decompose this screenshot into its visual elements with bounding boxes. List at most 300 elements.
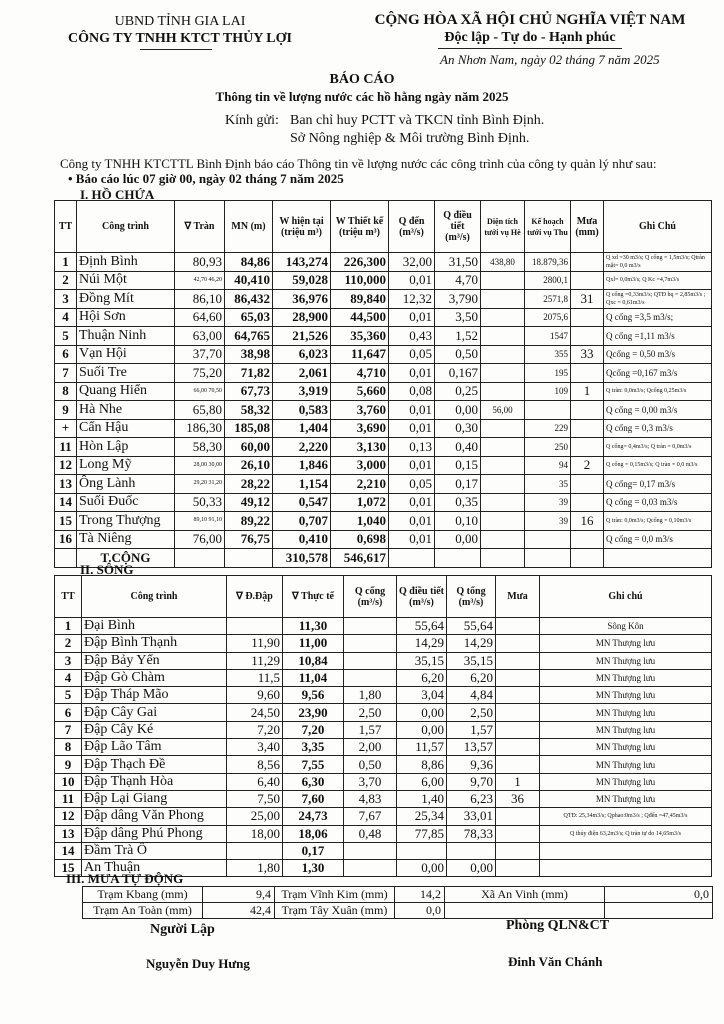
q-reg-cell: 0,17 [435,475,481,494]
w-design-cell: 226,300 [331,253,389,272]
q-reg-cell: 3,04 [397,687,447,704]
rain-row [83,903,713,919]
actual-level-cell: 24,73 [283,808,344,825]
station-name-cell: Trạm Tây Xuân (mm) [275,903,395,919]
w-now-cell: 36,976 [273,290,331,309]
name-cell: Thuận Ninh [77,327,175,346]
station-value-cell [605,903,713,919]
name-cell: Đập Bình Thạnh [82,635,227,652]
note-cell: Q cống = 0,15m3/s; Q tràn = 0,0 m3/s [604,456,712,475]
station-name-cell: Trạm Kbang (mm) [83,887,203,903]
note-cell: MN Thượng lưu [540,773,712,790]
note-cell [540,842,712,859]
tt-cell: 3 [55,290,77,309]
area-summer-cell [481,475,525,494]
q-sluice-cell: 2,00 [344,739,397,756]
q-in-cell: 0,01 [389,493,435,512]
q-reg-cell [397,842,447,859]
rain-cell: 36 [496,790,540,807]
river-header-row [55,576,712,618]
station-value-cell: 14,2 [395,887,445,903]
note-cell: QTĐ: 25,34m3/s; Qphao:0m3/s ; Qđến =47,45m3/s [540,808,712,825]
river-row [55,773,712,790]
area-summer-cell [481,419,525,438]
plan-autumn-cell: 195 [525,364,571,383]
q-in-cell: 0,01 [389,271,435,290]
dam-level-cell: 18,00 [227,825,283,842]
water-level-cell: 26,10 [225,456,273,475]
station-value-cell: 9,4 [203,887,275,903]
tt-cell: 14 [55,493,77,512]
reservoir-row [55,364,712,383]
tt-cell: 15 [55,860,82,877]
name-cell: Đập Lại Giang [82,790,227,807]
q-total-cell: 2,50 [447,704,496,721]
actual-level-cell: 3,35 [283,739,344,756]
q-reg-cell: 0,00 [435,401,481,420]
q-reg-cell: 6,00 [397,773,447,790]
note-cell: MN Thượng lưu [540,790,712,807]
dam-level-cell: 3,40 [227,739,283,756]
name-cell: Tà Niêng [77,530,175,549]
q-reg-cell: 77,85 [397,825,447,842]
q-total-cell: 13,57 [447,739,496,756]
name-cell: Đập dâng Văn Phong [82,808,227,825]
q-reg-cell: 0,10 [435,512,481,531]
dam-level-cell: 7,50 [227,790,283,807]
rain-cell: 33 [571,345,604,364]
water-level-cell: 65,03 [225,308,273,327]
w-design-cell: 89,840 [331,290,389,309]
water-level-cell: 86,432 [225,290,273,309]
rain-cell [496,618,540,635]
dam-level-cell: 11,5 [227,669,283,686]
q-reg-cell: 4,70 [435,271,481,290]
w-design-cell: 35,360 [331,327,389,346]
note-cell: Q cống= 0,4m3/s; Q tràn = 0,0m3/s [604,438,712,457]
q-in-cell: 0,01 [389,456,435,475]
area-summer-cell [481,290,525,309]
q-sluice-cell: 3,70 [344,773,397,790]
dam-level-cell: 11,90 [227,635,283,652]
q-total-cell: 1,57 [447,721,496,738]
q-total-cell: 35,15 [447,652,496,669]
note-cell: Q tràn: 0,0m3/s; Qcống 0,25m3/s [604,382,712,401]
dam-level-cell: 25,00 [227,808,283,825]
q-sluice-cell [344,860,397,877]
station-name-cell: Trạm An Toàn (mm) [83,903,203,919]
q-in-cell: 0,01 [389,308,435,327]
tt-cell: 14 [55,842,82,859]
w-now-cell: 0,547 [273,493,331,512]
recipient-1: Ban chỉ huy PCTT và TKCN tỉnh Bình Định. [290,113,545,128]
q-in-cell: 0,43 [389,327,435,346]
plan-autumn-cell: 2800,1 [525,271,571,290]
w-design-cell: 5,660 [331,382,389,401]
note-cell: Q cống =0,33m3/s; QTĐ hq = 2,85m3/s ; Qxc = 0,61m3/s [604,290,712,309]
q-total-cell: 0,00 [447,860,496,877]
actual-level-cell: 11,00 [283,635,344,652]
q-in-cell: 0,01 [389,419,435,438]
note-cell: Q cống = 0,03 m3/s [604,493,712,512]
w-design-cell: 11,647 [331,345,389,364]
reservoir-row [55,401,712,420]
spillway-cell: 64,60 [175,308,225,327]
tt-cell: 9 [55,401,77,420]
plan-autumn-cell: 94 [525,456,571,475]
river-row [55,618,712,635]
station-name-cell: Xã An Vinh (mm) [445,887,605,903]
name-cell: An Thuận [82,860,227,877]
plan-autumn-cell: 109 [525,382,571,401]
report-time: • Báo cáo lúc 07 giờ 00, ngày 02 tháng 7 năm 2025 [68,171,344,186]
w-now-cell: 0,583 [273,401,331,420]
col2-dam-level: ∇ Đ.Đập [227,576,283,618]
tt-cell: 12 [55,456,77,475]
q-sluice-cell: 7,67 [344,808,397,825]
actual-level-cell: 6,30 [283,773,344,790]
col2-tt: TT [55,576,82,618]
rain-cell [571,401,604,420]
w-design-cell: 3,690 [331,419,389,438]
signer-left-role: Người Lập [150,922,215,937]
area-summer-cell [481,271,525,290]
col2-rain: Mưa [496,576,540,618]
q-reg-cell: 0,50 [435,345,481,364]
river-row [55,808,712,825]
col2-actual: ∇ Thực tế [283,576,344,618]
actual-level-cell: 10,84 [283,652,344,669]
q-reg-cell: 3,50 [435,308,481,327]
note-cell: MN Thượng lưu [540,756,712,773]
rain-cell: 2 [571,456,604,475]
q-total-cell: 6,20 [447,669,496,686]
name-cell: Long Mỹ [77,456,175,475]
tt-cell: 8 [55,739,82,756]
signer-right-name: Đinh Văn Chánh [508,954,603,969]
q-sluice-cell: 2,50 [344,704,397,721]
col2-name: Công trình [82,576,227,618]
q-in-cell: 12,32 [389,290,435,309]
note-cell: Qxl= 0,0m3/s; Q Kc =4,7m3/s [604,271,712,290]
reservoir-row [55,327,712,346]
dam-level-cell [227,618,283,635]
tt-cell: 11 [55,438,77,457]
rain-cell [496,860,540,877]
water-level-cell: 64,765 [225,327,273,346]
q-total-cell: 6,23 [447,790,496,807]
water-level-cell: 40,410 [225,271,273,290]
area-summer-cell [481,530,525,549]
water-level-cell: 185,08 [225,419,273,438]
q-reg-cell: 0,00 [397,860,447,877]
plan-autumn-cell: 355 [525,345,571,364]
plan-autumn-cell [525,530,571,549]
section1-title: I. HỒ CHỨA [80,187,155,202]
header-nation: CỘNG HÒA XÃ HỘI CHỦ NGHĨA VIỆT NAM [374,12,686,28]
q-reg-cell: 0,00 [435,530,481,549]
area-summer-cell [481,327,525,346]
dam-level-cell: 11,29 [227,652,283,669]
w-now-cell: 2,061 [273,364,331,383]
w-now-cell: 0,410 [273,530,331,549]
dam-level-cell: 24,50 [227,704,283,721]
rain-cell [571,493,604,512]
station-value-cell: 0,0 [605,887,713,903]
tt-cell: 7 [55,721,82,738]
water-level-cell: 67,73 [225,382,273,401]
q-in-cell: 0,05 [389,345,435,364]
actual-level-cell: 18,06 [283,825,344,842]
col-water-level: MN (m) [225,201,273,253]
q-sluice-cell: 0,48 [344,825,397,842]
q-sluice-cell [344,652,397,669]
w-now-cell: 0,707 [273,512,331,531]
plan-autumn-cell: 2571,8 [525,290,571,309]
water-level-cell: 60,00 [225,438,273,457]
spillway-cell: 66,00 70,50 [175,382,225,401]
q-sluice-cell [344,618,397,635]
actual-level-cell: 7,20 [283,721,344,738]
actual-level-cell: 0,17 [283,842,344,859]
name-cell: Hội Sơn [77,308,175,327]
name-cell: Đập dâng Phú Phong [82,825,227,842]
w-design-cell: 4,710 [331,364,389,383]
q-reg-cell: 25,34 [397,808,447,825]
signer-left-name: Nguyễn Duy Hưng [146,956,250,971]
q-reg-cell: 0,15 [435,456,481,475]
note-cell: MN Thượng lưu [540,687,712,704]
q-reg-cell: 0,00 [397,704,447,721]
w-design-cell: 110,000 [331,271,389,290]
rain-cell [571,327,604,346]
water-level-cell: 84,86 [225,253,273,272]
spillway-cell: 186,30 [175,419,225,438]
spillway-cell: 76,00 [175,530,225,549]
q-in-cell: 0,01 [389,364,435,383]
area-summer-cell: 56,00 [481,401,525,420]
actual-level-cell: 11,04 [283,669,344,686]
actual-level-cell: 9,56 [283,687,344,704]
note-cell: Q cống= 0,17 m3/s [604,475,712,494]
note-cell: MN Thượng lưu [540,704,712,721]
spillway-cell: 89,10 91,10 [175,512,225,531]
dam-level-cell: 8,56 [227,756,283,773]
note-cell [540,860,712,877]
q-reg-cell: 1,52 [435,327,481,346]
name-cell: Đầm Trà Ổ [82,842,227,859]
water-level-cell: 89,22 [225,512,273,531]
station-value-cell: 0,0 [395,903,445,919]
note-cell: Qcống =0,167 m3/s [604,364,712,383]
header-left-rule [140,49,212,50]
name-cell: Đập Thạnh Hòa [82,773,227,790]
tt-cell: 9 [55,756,82,773]
report-title: BÁO CÁO [329,72,395,87]
name-cell: Đập Cây Gai [82,704,227,721]
tt-cell: 13 [55,475,77,494]
total-w-now: 310,578 [273,549,331,568]
spillway-cell: 42,70 46,20 [175,271,225,290]
note-cell: Q cống = 0,0 m3/s [604,530,712,549]
plan-autumn-cell [525,401,571,420]
name-cell: Đập Cây Ké [82,721,227,738]
name-cell: Trong Thượng [77,512,175,531]
w-now-cell: 3,919 [273,382,331,401]
section2-title: II. SÔNG [80,562,134,577]
q-reg-cell: 35,15 [397,652,447,669]
q-sluice-cell: 4,83 [344,790,397,807]
signer-right-role: Phòng QLN&CT [506,918,610,933]
river-row [55,756,712,773]
spillway-cell: 75,20 [175,364,225,383]
tt-cell: 1 [55,618,82,635]
date-line: An Nhơn Nam, ngày 02 tháng 7 năm 2025 [440,52,660,67]
river-table [54,575,712,877]
col2-note: Ghi chú [540,576,712,618]
w-now-cell: 1,154 [273,475,331,494]
rain-cell [496,842,540,859]
rain-table [82,886,713,919]
rain-cell [496,825,540,842]
q-sluice-cell [344,635,397,652]
q-sluice-cell: 1,80 [344,687,397,704]
rain-cell: 1 [496,773,540,790]
tt-cell: 3 [55,652,82,669]
tt-cell: 16 [55,530,77,549]
q-reg-cell: 0,35 [435,493,481,512]
note-cell: MN Thượng lưu [540,635,712,652]
water-level-cell: 58,32 [225,401,273,420]
col-note: Ghi Chú [604,201,712,253]
spillway-cell: 50,33 [175,493,225,512]
plan-autumn-cell: 39 [525,493,571,512]
w-now-cell: 2,220 [273,438,331,457]
col-spillway: ∇ Tràn [175,201,225,253]
q-total-cell: 4,84 [447,687,496,704]
water-level-cell: 28,22 [225,475,273,494]
rain-cell [571,530,604,549]
section3-title: III. MƯA TỰ ĐỘNG [66,871,184,886]
report-subtitle: Thông tin về lượng nước các hồ hằng ngày năm 2025 [215,89,509,104]
q-in-cell: 0,08 [389,382,435,401]
rain-cell [496,687,540,704]
rain-cell [571,253,604,272]
rain-cell [496,808,540,825]
note-cell: Q cống = 0,00 m3/s [604,401,712,420]
rain-cell [496,721,540,738]
w-now-cell: 59,028 [273,271,331,290]
tt-cell: 8 [55,382,77,401]
tt-cell: 5 [55,327,77,346]
q-reg-cell: 1,40 [397,790,447,807]
q-reg-cell: 31,50 [435,253,481,272]
tt-cell: 15 [55,512,77,531]
name-cell: Đập Tháp Mão [82,687,227,704]
name-cell: Đại Bình [82,618,227,635]
recipients-label: Kính gửi: [225,113,279,128]
water-level-cell: 49,12 [225,493,273,512]
q-sluice-cell: 1,57 [344,721,397,738]
tt-cell: 12 [55,808,82,825]
total-w-design: 546,617 [331,549,389,568]
reservoir-row [55,493,712,512]
q-reg-cell: 3,790 [435,290,481,309]
tt-cell: 6 [55,345,77,364]
river-row [55,635,712,652]
reservoir-row [55,271,712,290]
reservoir-row [55,290,712,309]
col-w-design: W Thiết kế (triệu m³) [331,201,389,253]
q-reg-cell: 0,00 [397,721,447,738]
name-cell: Suối Tre [77,364,175,383]
q-reg-cell: 6,20 [397,669,447,686]
tt-cell: 4 [55,308,77,327]
tt-cell: 6 [55,704,82,721]
station-name-cell [445,903,605,919]
note-cell: Sông Kôn [540,618,712,635]
area-summer-cell [481,512,525,531]
reservoir-row [55,419,712,438]
q-in-cell: 0,01 [389,401,435,420]
plan-autumn-cell: 35 [525,475,571,494]
header-left-company: CÔNG TY TNHH KTCT THỦY LỢI [68,31,292,46]
station-value-cell: 42,4 [203,903,275,919]
river-row [55,842,712,859]
note-cell: MN Thượng lưu [540,652,712,669]
name-cell: Đồng Mít [77,290,175,309]
w-design-cell: 3,760 [331,401,389,420]
q-reg-cell: 11,57 [397,739,447,756]
col2-q-sluice: Q cống (m³/s) [344,576,397,618]
dam-level-cell [227,842,283,859]
rain-cell: 31 [571,290,604,309]
name-cell: Suối Đuốc [77,493,175,512]
name-cell: Hà Nhe [77,401,175,420]
col-q-in: Q đến (m³/s) [389,201,435,253]
col2-q-reg: Q điều tiết (m³/s) [397,576,447,618]
note-cell: Q cống =1,11 m3/s [604,327,712,346]
q-reg-cell: 8,86 [397,756,447,773]
col2-q-total: Q tổng (m³/s) [447,576,496,618]
spillway-cell: 63,00 [175,327,225,346]
q-reg-cell: 0,167 [435,364,481,383]
river-row [55,790,712,807]
header-motto-rule [438,48,622,49]
q-reg-cell: 0,40 [435,438,481,457]
spillway-cell: 28,00 30,00 [175,456,225,475]
reservoir-row [55,475,712,494]
reservoir-row [55,530,712,549]
w-now-cell: 143,274 [273,253,331,272]
river-row [55,652,712,669]
note-cell: Q cống = 0,3 m3/s [604,419,712,438]
tt-cell: + [55,419,77,438]
intro-text: Công ty TNHH KTCTTL Bình Định báo cáo Thông tin về lượng nước các công trình của công ty quản lý như sau: [60,156,657,171]
rain-cell [571,364,604,383]
river-row [55,825,712,842]
q-in-cell: 0,01 [389,530,435,549]
w-design-cell: 0,698 [331,530,389,549]
rain-cell [496,756,540,773]
reservoir-table [54,200,712,568]
spillway-cell: 37,70 [175,345,225,364]
water-level-cell: 71,82 [225,364,273,383]
reservoir-total-row [55,549,712,568]
total-label: T.CỘNG [77,549,175,568]
w-design-cell: 44,500 [331,308,389,327]
w-design-cell: 1,072 [331,493,389,512]
